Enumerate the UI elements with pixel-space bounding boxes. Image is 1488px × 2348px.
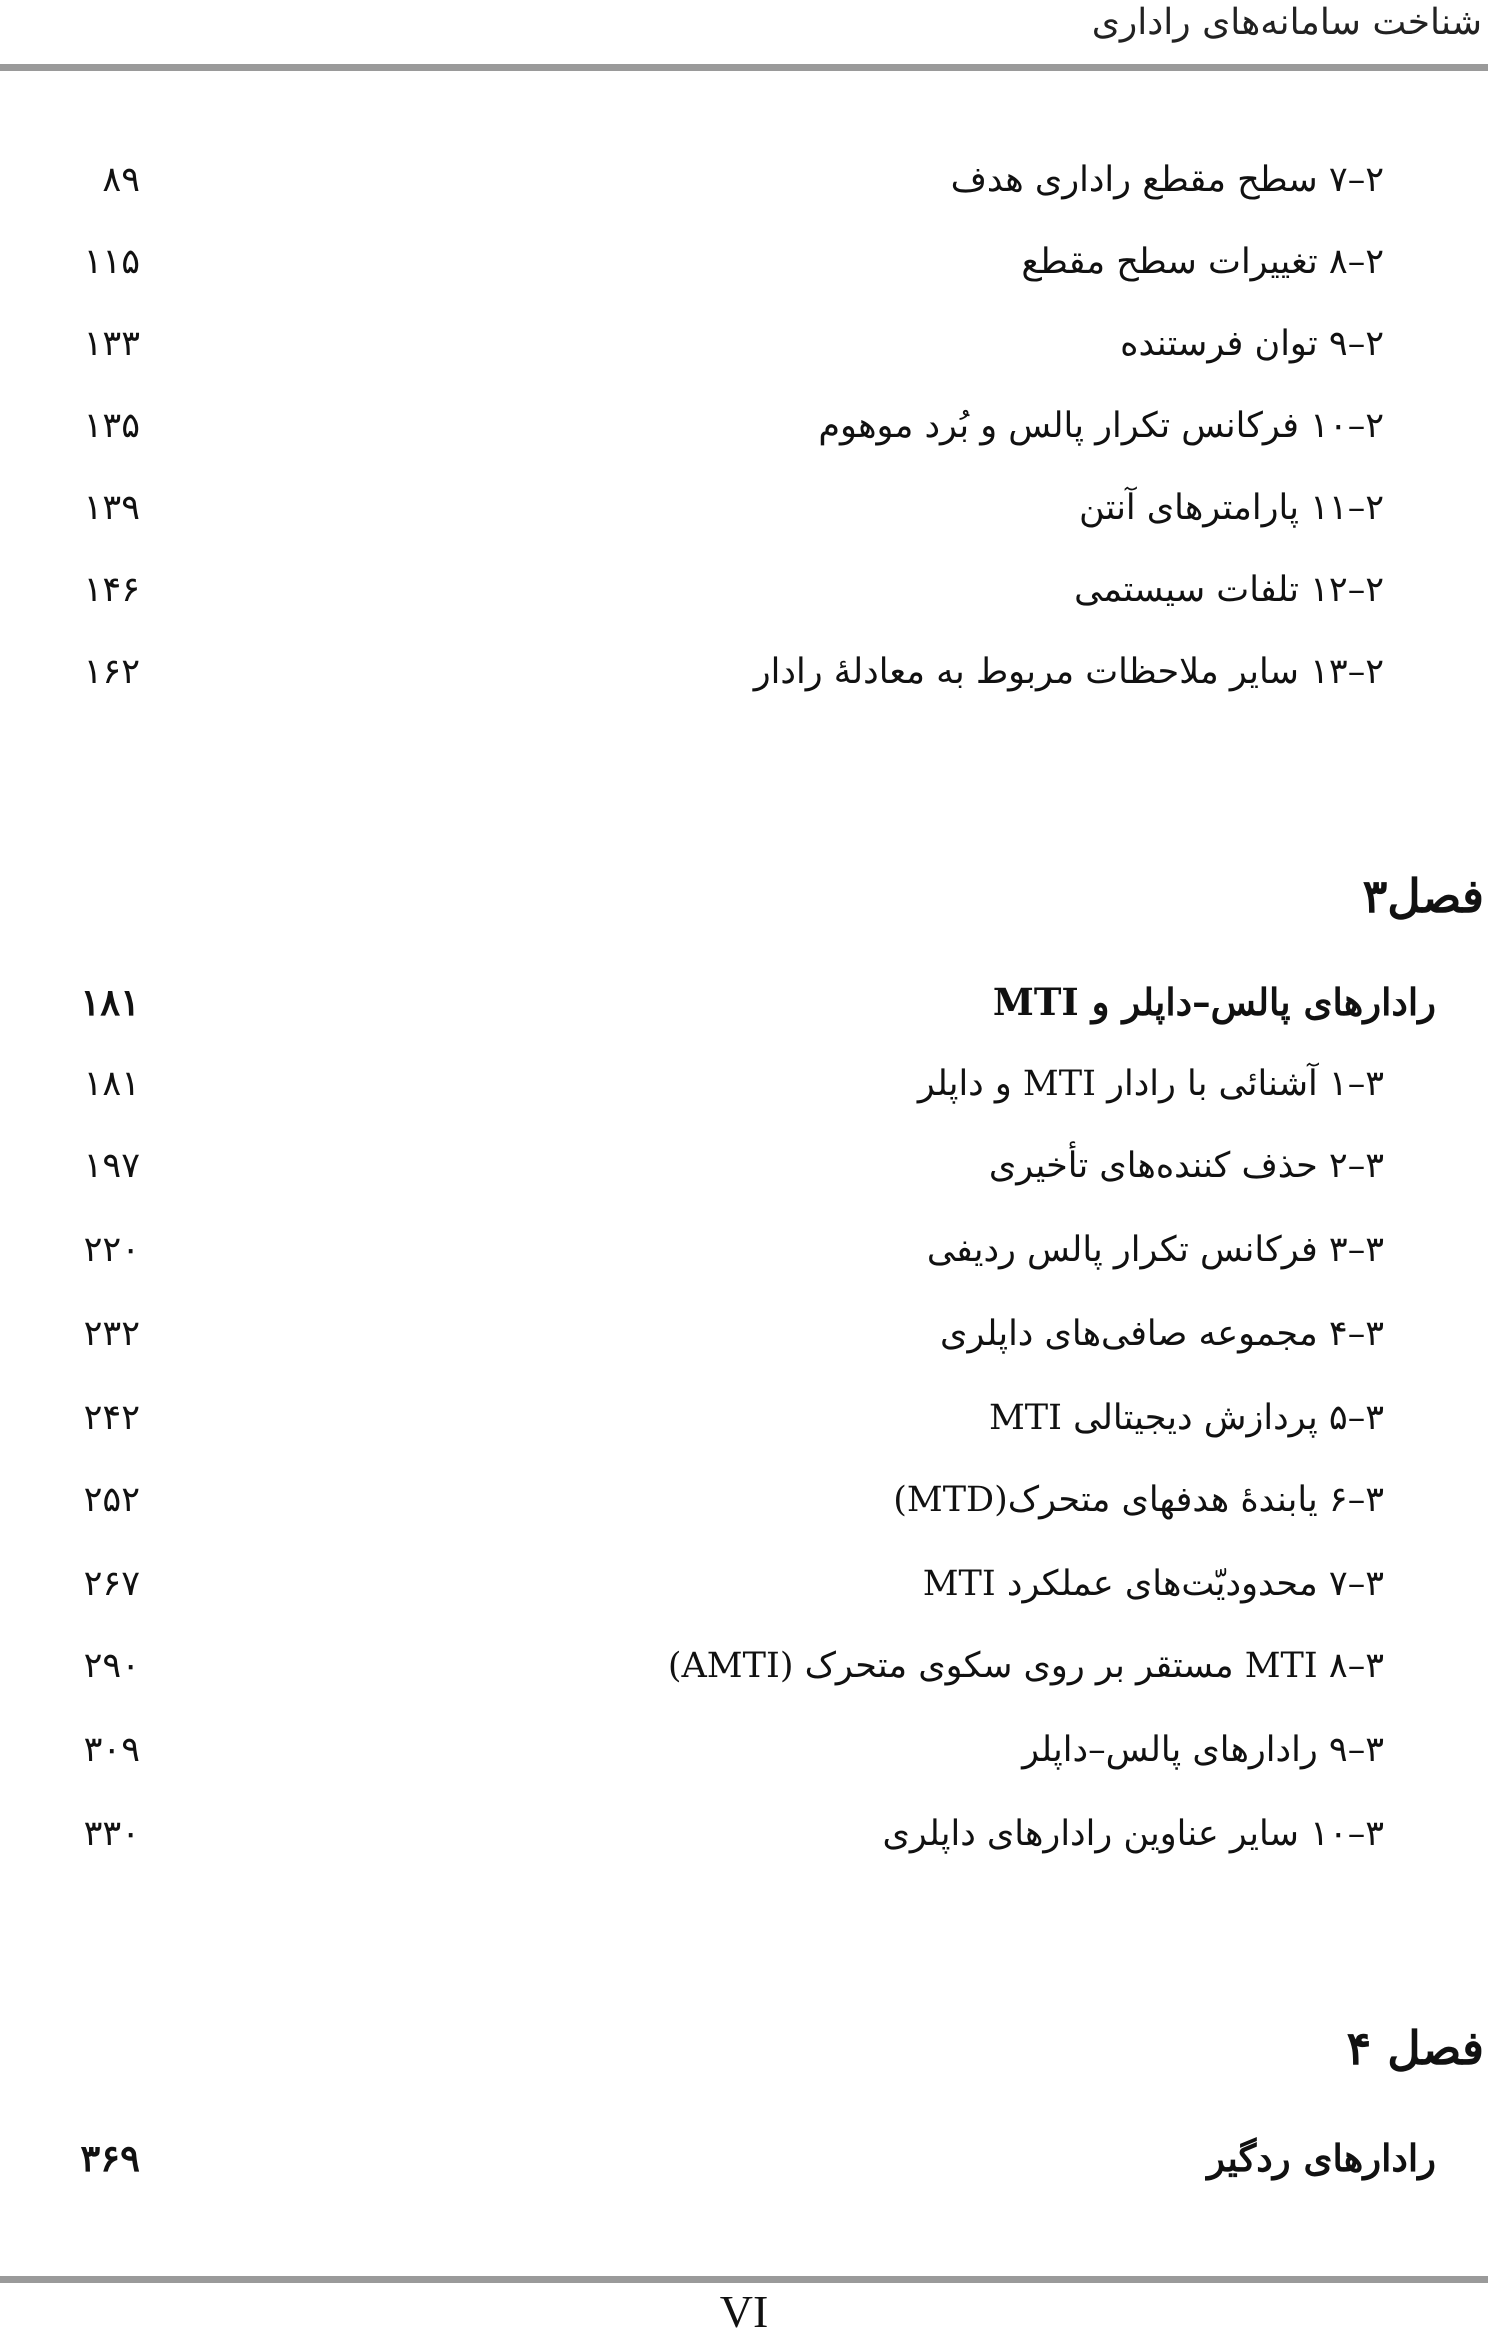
toc-entry-page: ۳۳۰ xyxy=(83,1814,140,1854)
chapter-title-entry[interactable] xyxy=(0,972,1488,1032)
toc-entry[interactable] xyxy=(0,1804,1488,1864)
toc-entry-title: ۲–۷ سطح مقطع راداری هدف xyxy=(950,160,1384,200)
chapter-title: رادارهای ردگیر xyxy=(1207,2136,1436,2180)
toc-entry-title: ۳–۸ MTI مستقر بر روی سکوی متحرک (AMTI) xyxy=(667,1646,1384,1686)
toc-entry-title: ۳–۵ پردازش دیجیتالی MTI xyxy=(988,1398,1384,1438)
toc-entry[interactable] xyxy=(0,232,1488,292)
toc-entry-page: ۱۶۲ xyxy=(83,652,140,692)
toc-entry[interactable] xyxy=(0,396,1488,456)
page-number: VI xyxy=(719,2286,769,2337)
toc-entry-page: ۲۳۲ xyxy=(83,1314,140,1354)
toc-entry[interactable] xyxy=(0,1470,1488,1530)
toc-entry[interactable] xyxy=(0,1304,1488,1364)
toc-entry-page: ۱۳۳ xyxy=(83,324,140,364)
toc-entry-title: ۲–۹ توان فرستنده xyxy=(1120,324,1384,364)
toc-entry-page: ۲۵۲ xyxy=(83,1480,140,1520)
toc-entry-title: ۳–۷ محدودیّت‌های عملکرد MTI xyxy=(922,1564,1384,1604)
toc-entry-title: ۲–۱۲ تلفات سیستمی xyxy=(1074,570,1384,610)
toc-entry[interactable] xyxy=(0,1636,1488,1696)
toc-entry-page: ۱۸۱ xyxy=(83,1064,140,1104)
toc-entry[interactable] xyxy=(0,1054,1488,1114)
toc-entry-page: ۲۹۰ xyxy=(83,1646,140,1686)
toc-entry-title: ۳–۶ یابندهٔ هدفهای متحرک(MTD) xyxy=(893,1480,1384,1520)
toc-entry-title: ۳–۴ مجموعه صافی‌های داپلری xyxy=(940,1314,1384,1354)
toc-entry-page: ۱۹۷ xyxy=(83,1146,140,1186)
toc-entry-page: ۸۹ xyxy=(102,160,140,200)
toc-entry-page: ۱۱۵ xyxy=(83,242,140,282)
chapter-title-page: ۱۸۱ xyxy=(80,980,140,1024)
toc-entry-page: ۲۲۰ xyxy=(83,1230,140,1270)
toc-entry[interactable] xyxy=(0,478,1488,538)
chapter-title-entry[interactable] xyxy=(0,2128,1488,2188)
toc-entry-page: ۱۳۵ xyxy=(83,406,140,446)
toc-entry[interactable] xyxy=(0,642,1488,702)
toc-entry[interactable] xyxy=(0,150,1488,210)
toc-entry-page: ۳۰۹ xyxy=(83,1730,140,1770)
toc-entry-title: ۳–۹ رادارهای پالس–داپلر xyxy=(1022,1730,1384,1770)
toc-entry-title: ۲–۱۱ پارامترهای آنتن xyxy=(1078,488,1384,528)
chapter-heading: فصل۳ xyxy=(1362,869,1484,923)
running-header: شناخت سامانه‌های راداری xyxy=(1091,2,1482,43)
toc-entry-page: ۱۳۹ xyxy=(83,488,140,528)
toc-entry-title: ۳–۳ فرکانس تکرار پالس ردیفی xyxy=(926,1230,1384,1270)
chapter-title: رادارهای پالس–داپلر و MTI xyxy=(992,980,1436,1024)
toc-entry-title: ۲–۱۳ سایر ملاحظات مربوط به معادلهٔ رادار xyxy=(753,652,1384,692)
toc-entry-title: ۳–۱۰ سایر عناوین رادارهای داپلری xyxy=(882,1814,1384,1854)
toc-entry-title: ۲–۱۰ فرکانس تکرار پالس و بُرد موهوم xyxy=(818,406,1384,446)
chapter-heading: فصل ۴ xyxy=(1346,2021,1484,2075)
toc-entry[interactable] xyxy=(0,1388,1488,1448)
toc-entry-title: ۲–۸ تغییرات سطح مقطع xyxy=(1021,242,1384,282)
toc-entry-page: ۲۶۷ xyxy=(83,1564,140,1604)
toc-entry[interactable] xyxy=(0,314,1488,374)
toc-entry-title: ۳–۱ آشنائی با رادار MTI و داپلر xyxy=(917,1064,1384,1104)
toc-entry[interactable] xyxy=(0,1220,1488,1280)
toc-entry[interactable] xyxy=(0,560,1488,620)
toc-entry-title: ۳–۲ حذف کننده‌های تأخیری xyxy=(988,1146,1384,1186)
chapter-title-page: ۳۶۹ xyxy=(80,2136,140,2180)
toc-entry[interactable] xyxy=(0,1136,1488,1196)
toc-entry[interactable] xyxy=(0,1720,1488,1780)
toc-entry-page: ۲۴۲ xyxy=(83,1398,140,1438)
toc-entry[interactable] xyxy=(0,1554,1488,1614)
toc-entry-page: ۱۴۶ xyxy=(83,570,140,610)
header-rule xyxy=(0,64,1488,71)
